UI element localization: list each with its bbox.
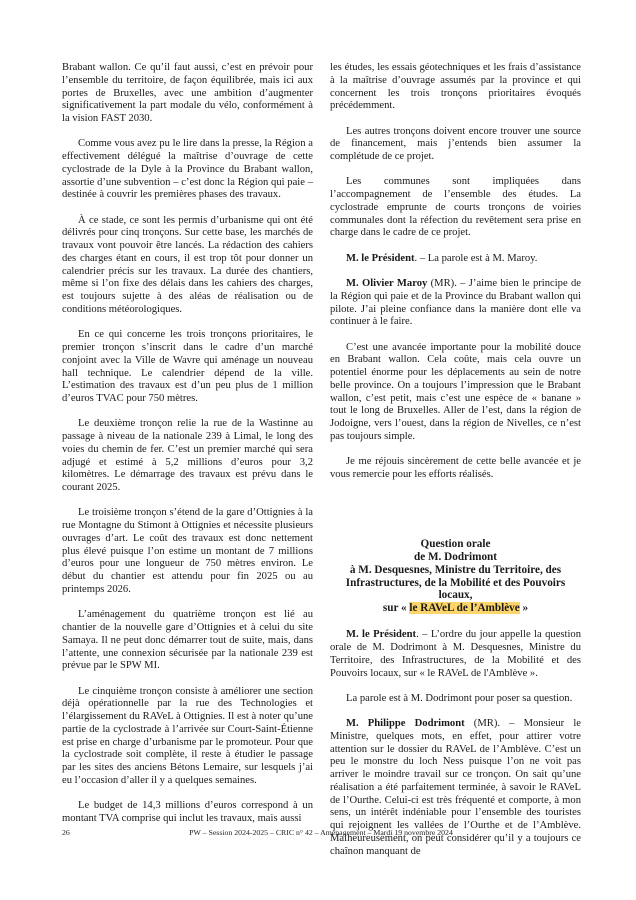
paragraph: Le cinquième tronçon consiste à améliorer une section déjà opérationnelle par la rue des Technologies et l’élargissement du RAVeL à Ottignies. Il est à noter qu’une partie de la cyclostrade à l’arrivée sur Court-Saint-Étienne est prise en charge d’urbanisme par le promoteur. Pour que la cyclostrade soit complète, il reste à étudier le passage par les sites des anciens Bétons Lemaire, sur lesquels j’ai eu l’occasion d’aller il y a quelques semaines. xyxy=(62,685,313,786)
speaker-name: M. le Président xyxy=(346,252,415,264)
heading-suffix: » xyxy=(519,602,529,615)
paragraph: À ce stade, ce sont les permis d’urbanisme qui ont été délivrés pour cinq tronçons. Sur cette base, les marchés de travaux vont pouvoir être lancés. La rédaction des cahiers des charges étant en cours, il est trop tôt pour donner un calendrier précis sur les travaux. La durée des chantiers, même si l’on fixe des délais dans les cahiers des charges, est toujours sujette à des aléas de réalisation ou de conditions météorologiques. xyxy=(62,214,313,315)
paragraph: Comme vous avez pu le lire dans la presse, la Région a effectivement délégué la maîtrise d’ouvrage de cette cyclostrade de la Dyle à la Province du Brabant wallon, assortie d’une subvention – c’est donc la Région qui paie – destinée à couvrir les premières phases des travaux. xyxy=(62,138,313,201)
speech-paragraph xyxy=(330,253,581,266)
paragraph: Les communes sont impliquées dans l’accompagnement de l’ensemble des études. La cyclostrade emprunte de courts tronçons de voiries communales dont la réfection du revêtement sera prise en charge dans le cadre de ce projet. xyxy=(330,176,581,239)
speech-paragraph xyxy=(330,629,581,680)
speech-text: (MR). – J’aime bien le principe de la Région qui paie et de la Province du Brabant wallon qui pilote. J’ai pleine confiance dans la manière dont elle va continuer à le faire. xyxy=(330,278,581,328)
paragraph: Le budget de 14,3 millions d’euros correspond à un montant TVA comprise qui inclut les travaux, mais aussi xyxy=(62,800,313,824)
paragraph: Je me réjouis sincèrement de cette belle avancée et je vous remercie pour les efforts réalisés. xyxy=(330,456,581,481)
speech-text: . – L’ordre du jour appelle la question orale de M. Dodrimont à M. Desquesnes, Ministre du Territoire, des Infrastructures, de la Mobilité et des Pouvoirs locaux, sur « le RAVeL de l'Amblève ». xyxy=(330,629,581,679)
heading-line: Question orale xyxy=(420,537,491,550)
heading-line xyxy=(330,602,581,615)
paragraph: La parole est à M. Dodrimont pour poser sa question. xyxy=(346,692,573,704)
highlighted-text: le RAVeL de l’Amblève xyxy=(409,602,520,615)
speech-text: (MR). – Monsieur le Ministre, quelques mots, en effet, pour attirer votre attention sur le dossier du RAVeL de l’Amblève. C’est un peu le monstre du loch Ness puisque l’on ne voit pas arriver le moindre travail sur ce tronçon. On sait qu’une réalisation a été parfaitement terminée, à savoir le RAVeL de l’Ourthe. Celui-ci est très fréquenté et comporte, à mon sens, un intérêt indéniable pour l’ensemble des touristes qui rejoignent les vallées de l’Ourthe et de l’Amblève. Malheureusement, on peut considérer qu’il y a toujours ce chaînon manquant de xyxy=(330,718,581,857)
speaker-name: M. Olivier Maroy xyxy=(346,278,428,290)
speech-paragraph xyxy=(330,718,581,858)
speech-paragraph xyxy=(330,278,581,329)
section-heading xyxy=(330,538,581,615)
left-column xyxy=(62,62,313,838)
paragraph: L’aménagement du quatrième tronçon est lié au chantier de la nouvelle gare d’Ottignies et à celui du site Samaya. Il ne peut donc démarrer tout de suite, mais, dans l’attente, une connexion sécurisée par la nationale 239 est prévue par le SPW MI. xyxy=(62,609,313,672)
heading-line: de M. Dodrimont xyxy=(414,550,497,563)
footer-info: PW – Session 2024-2025 – CRIC n° 42 – Aménagement – Mardi 19 novembre 2024 xyxy=(189,828,453,837)
paragraph: les études, les essais géotechniques et les frais d’assistance à la maîtrise d’ouvrage assumés par la province et qui concernent les trois tronçons prioritaires évoqués précédemment. xyxy=(330,62,581,112)
speaker-name: M. le Président xyxy=(346,629,417,641)
paragraph: Le deuxième tronçon relie la rue de la Wastinne au passage à niveau de la nationale 239 à Limal, le long des voies du chemin de fer. C’est un premier marché qui sera adjugé et estimé à 5,2 millions d’euros pour 3,2 kilomètres. Le démarrage des travaux est prévu dans le courant 2025. xyxy=(62,418,313,494)
speech-text: . – La parole est à M. Maroy. xyxy=(414,252,538,264)
paragraph: Brabant wallon. Ce qu’il faut aussi, c’est en prévoir pour l’ensemble du territoire, de façon équilibrée, mais ici aux portes de Bruxelles, avec une ambition d’augmenter significativement la part modale du vélo, conformément à la vision FAST 2030. xyxy=(62,62,313,124)
paragraph: C’est une avancée importante pour la mobilité douce en Brabant wallon. Cela coûte, mais cela ouvre un potentiel énorme pour les déplacements au sein de notre belle province. On a toujours l’impression que le Brabant wallon, c’est petit, mais c’est une espèce de « banane » tout le long de Bruxelles. Aller de l’est, dans la région de Jodoigne, vers l’ouest, dans la région de Nivelles, ce n’est pas toujours simple. xyxy=(330,341,581,442)
heading-line: à M. Desquesnes, Ministre du Territoire, des Infrastructures, de la Mobilité et des Pouvoirs locaux, xyxy=(345,563,566,602)
paragraph: Le troisième tronçon s’étend de la gare d’Ottignies à la rue Montagne du Stimont à Ottignies et nécessite plusieurs ouvrages d’art. Le coût des travaux est donc nettement plus élevé puisque l’on estime un montant de 7 millions d’euros pour une longueur de 750 mètres environ. Le début du chantier est attendu pour fin 2025 ou au printemps 2026. xyxy=(62,507,313,595)
right-column xyxy=(330,62,581,871)
page-number: 26 xyxy=(62,828,70,837)
paragraph: En ce qui concerne les trois tronçons prioritaires, le premier tronçon s’inscrit dans le cadre d’un marché conjoint avec la Ville de Wavre qui aménage un nouveau hall technique. Le calendrier dépend de la ville. L’estimation des travaux est d’un peu plus de 1 million d’euros TVAC pour 750 mètres. xyxy=(62,329,313,405)
heading-prefix: sur « xyxy=(382,602,410,615)
speaker-name: M. Philippe Dodrimont xyxy=(346,718,465,730)
paragraph: Les autres tronçons doivent encore trouver une source de financement, mais j’entends bien assumer la complétude de ce projet. xyxy=(330,125,581,163)
